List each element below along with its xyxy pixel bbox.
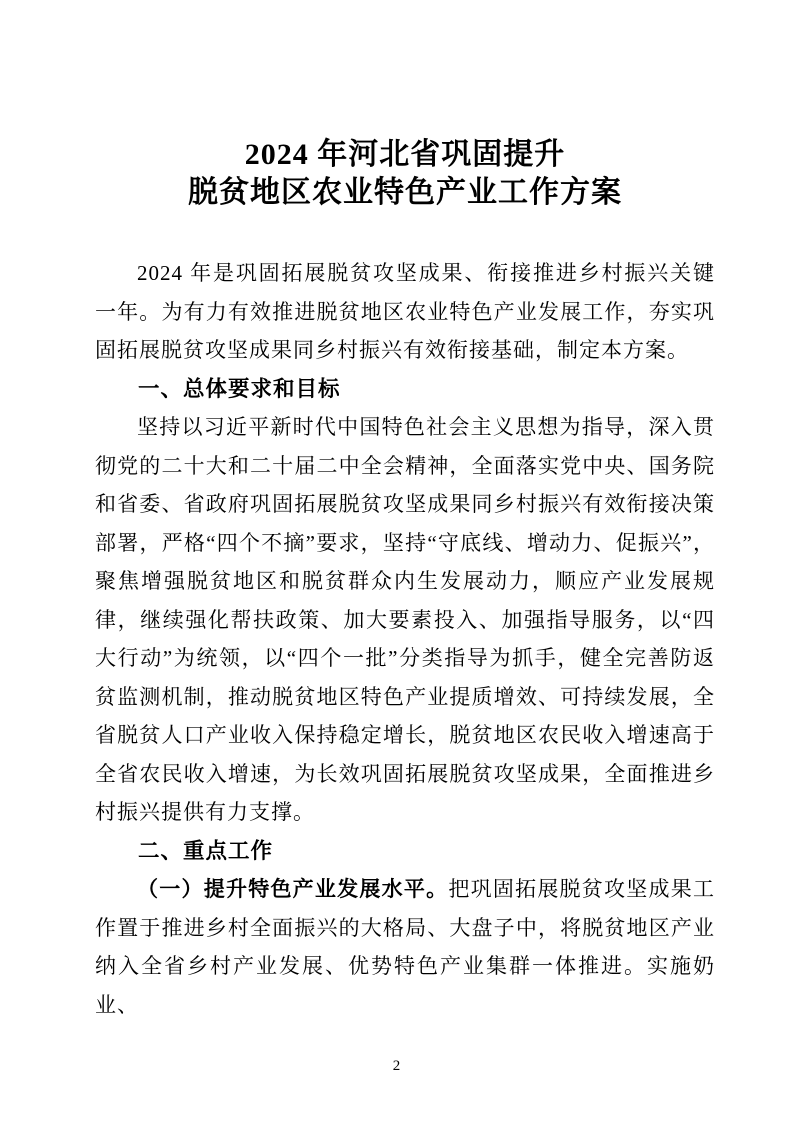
intro-paragraph: 2024 年是巩固拓展脱贫攻坚成果、衔接推进乡村振兴关键一年。为有力有效推进脱贫地区农业特色产业发展工作，夯实巩固拓展脱贫攻坚成果同乡村振兴有效衔接基础，制定本方案。 [95,261,715,362]
document-title-line-2: 脱贫地区农业特色产业工作方案 [188,176,622,209]
section-2-item-1-paragraph [95,870,715,1024]
document-title [95,136,715,212]
section-2-item-1-lead: （一）提升特色产业发展水平。 [137,877,449,901]
document-title-line-1: 2024 年河北省巩固提升 [244,138,566,171]
section-1-heading: 一、总体要求和目标 [138,376,341,401]
section-2-item-1-body: 把巩固拓展脱贫攻坚成果工作置于推进乡村全面振兴的大格局、大盘子中，将脱贫地区产业纳入全省乡村产业发展、优势特色产业集群一体推进。实施奶业、 [95,877,715,1017]
section-2-heading: 二、重点工作 [138,838,274,863]
page-number: 2 [392,1058,401,1074]
section-1-paragraph: 坚持以习近平新时代中国特色社会主义思想为指导，深入贯彻党的二十大和二十届二中全会精神，全面落实党中央、国务院和省委、省政府巩固拓展脱贫攻坚成果同乡村振兴有效衔接决策部署，严格“四个不摘”要求，坚持“守底线、增动力、促振兴”，聚焦增强脱贫地区和脱贫群众内生发展动力，顺应产业发展规律，继续强化帮扶政策、加大要素投入、加强指导服务，以“四大行动”为统领，以“四个一批”分类指导为抓手，健全完善防返贫监测机制，推动脱贫地区特色产业提质增效、可持续发展，全省脱贫人口产业收入保持稳定增长，脱贫地区农民收入增速高于全省农民收入增速，为长效巩固拓展脱贫攻坚成果，全面推进乡村振兴提供有力支撑。 [95,415,715,824]
